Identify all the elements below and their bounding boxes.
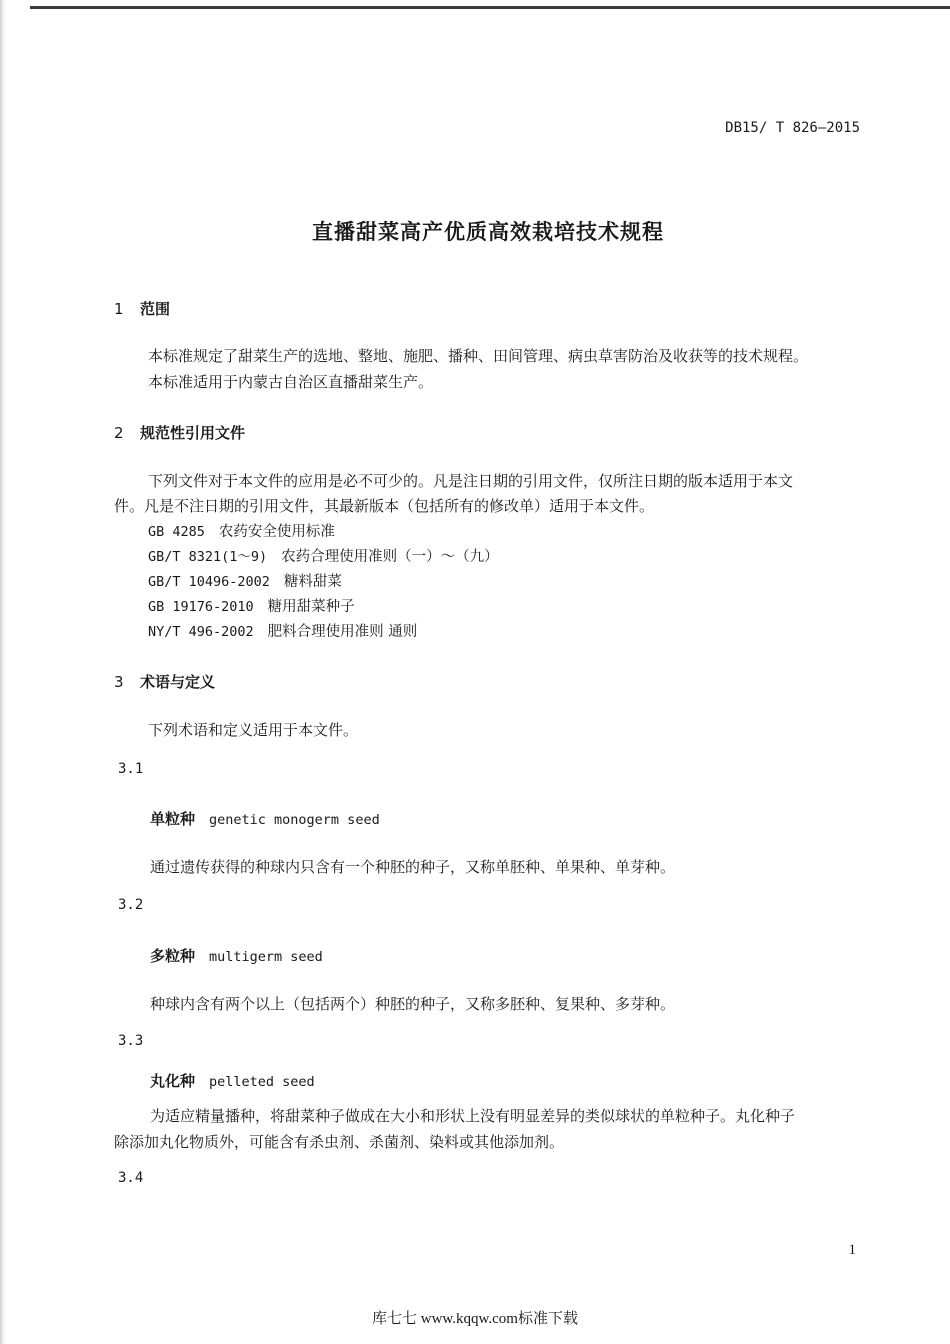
- section-2-heading: [114, 422, 245, 443]
- scan-top-border: [30, 6, 950, 9]
- page-number: 1: [848, 1242, 856, 1258]
- term-chinese: 丸化种: [150, 1072, 196, 1090]
- reference-code: GB 4285: [148, 524, 205, 540]
- section-3-intro: 下列术语和定义适用于本文件。: [148, 721, 359, 739]
- section-title: 术语与定义: [140, 673, 216, 691]
- reference-item: [148, 520, 335, 541]
- term-definition: 除添加丸化物质外，可能含有杀虫剂、杀菌剂、染料或其他添加剂。: [114, 1133, 565, 1151]
- term-heading: [150, 808, 380, 829]
- standard-code: DB15/ T 826—2015: [725, 120, 860, 136]
- section-2-paragraph-line: 下列文件对于本文件的应用是必不可少的。凡是注日期的引用文件，仅所注日期的版本适用于本文: [148, 472, 794, 490]
- section-2-paragraph-line: 件。凡是不注日期的引用文件，其最新版本（包括所有的修改单）适用于本文件。: [114, 497, 655, 515]
- reference-item: [148, 595, 355, 616]
- term-definition: 种球内含有两个以上（包括两个）种胚的种子，又称多胚种、复果种、多芽种。: [150, 995, 676, 1013]
- reference-item: [148, 620, 417, 641]
- reference-code: GB/T 8321(1～9): [148, 549, 268, 565]
- term-definition: 为适应精量播种，将甜菜种子做成在大小和形状上没有明显差异的类似球状的单粒种子。丸化种子: [150, 1107, 796, 1125]
- reference-title: 糖料甜菜: [283, 574, 342, 590]
- term-english: multigerm seed: [209, 949, 323, 965]
- term-number: 3.3: [118, 1033, 144, 1049]
- section-title: 范围: [140, 300, 171, 318]
- term-number: 3.4: [118, 1170, 144, 1186]
- term-heading: [150, 945, 323, 966]
- section-number: 2: [114, 424, 124, 442]
- term-english: pelleted seed: [209, 1074, 315, 1090]
- term-chinese: 单粒种: [150, 810, 196, 828]
- term-heading: [150, 1070, 315, 1091]
- term-number: 3.1: [118, 761, 144, 777]
- section-1-paragraph: 本标准规定了甜菜生产的选地、整地、施肥、播种、田间管理、病虫草害防治及收获等的技术规程。: [148, 347, 809, 365]
- term-english: genetic monogerm seed: [209, 812, 380, 828]
- footer-watermark: 库七七 www.kqqw.com标准下载: [372, 1311, 578, 1327]
- reference-title: 农药安全使用标准: [218, 524, 335, 540]
- document-title: 直播甜菜高产优质高效栽培技术规程: [312, 220, 664, 244]
- section-title: 规范性引用文件: [140, 424, 246, 442]
- section-3-heading: [114, 671, 215, 692]
- term-definition: 通过遗传获得的种球内只含有一个种胚的种子，又称单胚种、单果种、单芽种。: [150, 858, 676, 876]
- scan-edge-shadow: [0, 0, 6, 1344]
- term-chinese: 多粒种: [150, 947, 196, 965]
- reference-title: 肥料合理使用准则 通则: [267, 624, 418, 640]
- term-number: 3.2: [118, 897, 144, 913]
- section-number: 1: [114, 300, 124, 318]
- reference-title: 农药合理使用准则（一）～（九）: [281, 549, 499, 565]
- reference-code: GB/T 10496-2002: [148, 574, 270, 590]
- reference-code: NY/T 496-2002: [148, 624, 254, 640]
- section-1-heading: [114, 298, 170, 319]
- reference-item: [148, 545, 499, 566]
- section-number: 3: [114, 673, 124, 691]
- section-1-paragraph: 本标准适用于内蒙古自治区直播甜菜生产。: [148, 373, 434, 391]
- reference-code: GB 19176-2010: [148, 599, 254, 615]
- reference-title: 糖用甜菜种子: [267, 599, 355, 615]
- reference-item: [148, 570, 342, 591]
